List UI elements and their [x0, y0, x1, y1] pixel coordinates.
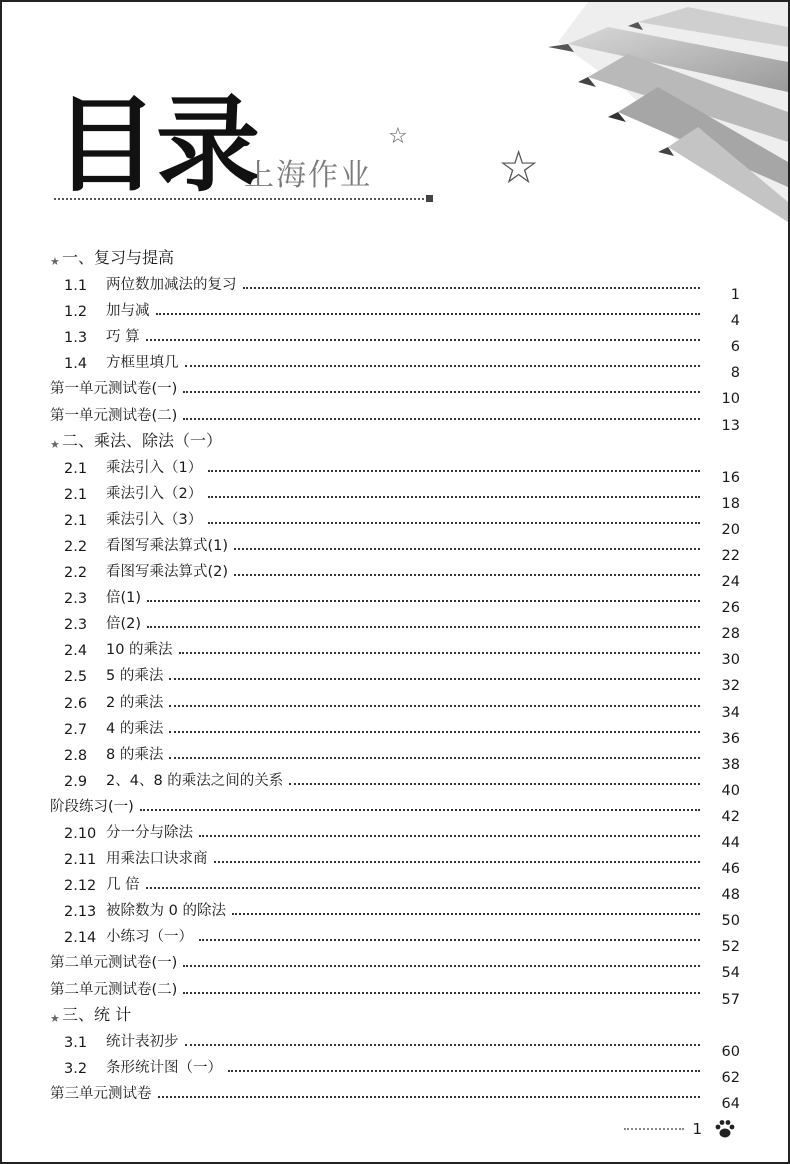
entry-number: 2.1: [64, 460, 88, 477]
entry-page-number: 18: [721, 495, 740, 512]
dot-leader: [208, 469, 700, 472]
entry-number: 2.2: [64, 565, 88, 582]
toc-entry[interactable]: [50, 1051, 740, 1086]
entry-title: 几 倍: [106, 877, 140, 894]
toc-entry[interactable]: [50, 1077, 740, 1112]
entry-page-number: 16: [721, 469, 740, 486]
entry-page-number: 40: [721, 782, 740, 799]
toc-entry[interactable]: [50, 372, 740, 408]
entry-title: 用乘法口诀求商: [106, 851, 208, 868]
entry-number: 3.1: [64, 1034, 88, 1051]
dot-leader: [185, 1043, 701, 1046]
entry-page-number: 57: [721, 991, 740, 1008]
section-label: 三、统 计: [62, 1004, 132, 1024]
toc-entry[interactable]: [50, 790, 740, 825]
dot-leader: [289, 782, 700, 785]
toc-entry[interactable]: [50, 685, 740, 721]
dot-leader: [183, 991, 700, 994]
entry-page-number: 64: [721, 1095, 740, 1112]
entry-title: 乘法引入（1）: [106, 459, 203, 476]
toc-entry[interactable]: [50, 894, 740, 930]
entry-title: 看图写乘法算式(1): [106, 537, 229, 554]
entry-number: 2.9: [64, 773, 88, 790]
entry-number: 2.7: [64, 721, 88, 738]
entry-title: 第一单元测试卷(二): [50, 407, 178, 424]
entry-title: 8 的乘法: [106, 746, 164, 763]
entry-page-number: 46: [721, 861, 740, 878]
toc-section-heading[interactable]: [50, 425, 740, 451]
toc-section-heading[interactable]: [50, 242, 740, 268]
dot-leader: [146, 338, 700, 341]
dot-leader: [208, 521, 700, 524]
entry-title: 看图写乘法算式(2): [106, 564, 229, 581]
dot-leader: [179, 651, 700, 654]
dot-leader: [169, 704, 700, 707]
dot-leader: [183, 964, 700, 967]
toc-entry[interactable]: [50, 712, 740, 747]
entry-page-number: 52: [721, 939, 740, 956]
entry-number: 3.2: [64, 1060, 88, 1077]
section-star-icon: ★: [50, 1011, 60, 1025]
page-subtitle: 上海作业: [244, 158, 372, 193]
entry-number: 2.5: [64, 669, 88, 686]
entry-title: 加与减: [106, 303, 150, 320]
dot-leader: [234, 573, 700, 576]
toc-entry[interactable]: [50, 268, 740, 304]
entry-page-number: 44: [721, 834, 740, 851]
section-label: 二、乘法、除法（一）: [62, 430, 223, 450]
dot-leader: [147, 599, 700, 602]
entry-number: 2.3: [64, 591, 88, 608]
paw-icon: [714, 1118, 736, 1140]
entry-page-number: 1: [730, 287, 740, 304]
entry-title: 第二单元测试卷(二): [50, 981, 178, 998]
toc-entry[interactable]: [50, 346, 740, 382]
dot-leader: [156, 312, 701, 315]
entry-title: 两位数加减法的复习: [106, 277, 237, 294]
entry-title: 10 的乘法: [106, 642, 173, 659]
dot-leader: [228, 1069, 700, 1072]
entry-page-number: 4: [730, 313, 740, 330]
entry-number: 2.6: [64, 695, 88, 712]
entry-page-number: 30: [721, 652, 740, 669]
entry-title: 2、4、8 的乘法之间的关系: [106, 772, 284, 789]
entry-title: 4 的乘法: [106, 720, 164, 737]
toc-entry[interactable]: [50, 294, 740, 330]
toc-entry[interactable]: [50, 1025, 740, 1060]
toc-entry[interactable]: [50, 868, 740, 904]
entry-page-number: 60: [721, 1043, 740, 1060]
entry-number: 2.4: [64, 643, 88, 660]
entry-number: 2.13: [64, 904, 97, 921]
entry-page-number: 6: [730, 339, 740, 356]
footer-dotted-line: [624, 1128, 684, 1130]
entry-page-number: 8: [730, 365, 740, 382]
entry-page-number: 22: [721, 547, 740, 564]
entry-title: 被除数为 0 的除法: [106, 903, 226, 920]
toc-entry[interactable]: [50, 920, 740, 956]
entry-page-number: 38: [721, 756, 740, 773]
toc-entry[interactable]: [50, 529, 740, 564]
dot-leader: [147, 625, 700, 628]
entry-page-number: 42: [721, 808, 740, 825]
entry-page-number: 62: [721, 1069, 740, 1086]
table-of-contents: [50, 242, 740, 1112]
entry-title: 巧 算: [106, 329, 140, 346]
entry-title: 倍(1): [106, 590, 142, 607]
entry-page-number: 50: [721, 913, 740, 930]
title-underline: [54, 198, 428, 200]
entry-title: 第一单元测试卷(一): [50, 381, 178, 398]
entry-number: 2.11: [64, 852, 97, 869]
entry-page-number: 36: [721, 730, 740, 747]
toc-entry[interactable]: [50, 659, 740, 695]
toc-entry[interactable]: [50, 398, 740, 434]
toc-entry[interactable]: [50, 972, 740, 1008]
dot-leader: [183, 390, 700, 393]
toc-entry[interactable]: [50, 842, 740, 878]
dot-leader: [169, 677, 700, 680]
entry-page-number: 20: [721, 521, 740, 538]
entry-title: 方框里填几: [106, 355, 179, 372]
toc-entry[interactable]: [50, 764, 740, 799]
entry-number: 2.8: [64, 747, 88, 764]
footer-page-number: 1: [692, 1120, 702, 1138]
large-star-icon: ☆: [498, 140, 540, 194]
entry-number: 2.10: [64, 825, 97, 842]
toc-entry[interactable]: [50, 946, 740, 982]
entry-number: 1.3: [64, 330, 88, 347]
entry-number: 2.2: [64, 538, 88, 555]
entry-page-number: 28: [721, 626, 740, 643]
small-star-icon: ☆: [388, 124, 408, 149]
toc-entry[interactable]: [50, 503, 740, 538]
toc-entry[interactable]: [50, 633, 740, 669]
dot-leader: [214, 860, 701, 863]
page-title: 目录: [54, 84, 259, 206]
entry-page-number: 26: [721, 600, 740, 617]
underline-end-marker: [426, 195, 433, 202]
section-label: 一、复习与提高: [62, 248, 175, 267]
entry-number: 2.12: [64, 878, 97, 895]
entry-number: 1.1: [64, 278, 88, 295]
entry-title: 小练习（一）: [106, 929, 193, 946]
dot-leader: [169, 730, 700, 733]
entry-page-number: 13: [721, 417, 740, 434]
entry-page-number: 32: [721, 678, 740, 695]
entry-number: 2.1: [64, 486, 88, 503]
page-footer: [624, 1118, 736, 1140]
toc-entry[interactable]: [50, 320, 740, 356]
entry-title: 条形统计图（一）: [106, 1059, 222, 1076]
dot-leader: [199, 834, 700, 837]
entry-title: 分一分与除法: [106, 824, 193, 841]
entry-title: 倍(2): [106, 616, 142, 633]
dot-leader: [169, 756, 700, 759]
toc-entry[interactable]: [50, 555, 740, 591]
entry-page-number: 10: [721, 391, 740, 408]
toc-entry[interactable]: [50, 738, 740, 773]
dot-leader: [232, 912, 700, 915]
dot-leader: [243, 286, 701, 289]
toc-entry[interactable]: [50, 451, 740, 486]
entry-title: 乘法引入（2）: [106, 485, 203, 502]
toc-entry[interactable]: [50, 477, 740, 512]
entry-title: 乘法引入（3）: [106, 511, 203, 528]
toc-section-heading[interactable]: [50, 999, 740, 1025]
dot-leader: [185, 364, 701, 367]
entry-page-number: 24: [721, 574, 740, 591]
entry-number: 2.1: [64, 512, 88, 529]
entry-title: 统计表初步: [106, 1033, 179, 1050]
dot-leader: [208, 495, 700, 498]
entry-number: 1.2: [64, 304, 88, 321]
toc-entry[interactable]: [50, 816, 740, 851]
entry-number: 1.4: [64, 356, 88, 373]
entry-page-number: 34: [721, 704, 740, 721]
dot-leader: [234, 547, 700, 550]
entry-number: 2.3: [64, 617, 88, 634]
entry-title: 第二单元测试卷(一): [50, 955, 178, 972]
entry-page-number: 48: [721, 887, 740, 904]
toc-entry[interactable]: [50, 607, 740, 643]
toc-entry[interactable]: [50, 581, 740, 617]
entry-title: 阶段练习(一): [50, 798, 134, 815]
section-star-icon: ★: [50, 437, 60, 451]
dot-leader: [146, 886, 700, 889]
entry-title: 2 的乘法: [106, 694, 164, 711]
dot-leader: [140, 808, 700, 811]
entry-title: 5 的乘法: [106, 668, 164, 685]
entry-page-number: 54: [721, 965, 740, 982]
dot-leader: [158, 1095, 701, 1098]
entry-number: 2.14: [64, 930, 97, 947]
entry-title: 第三单元测试卷: [50, 1085, 152, 1102]
dot-leader: [199, 938, 700, 941]
section-star-icon: ★: [50, 255, 60, 268]
dot-leader: [183, 417, 700, 420]
